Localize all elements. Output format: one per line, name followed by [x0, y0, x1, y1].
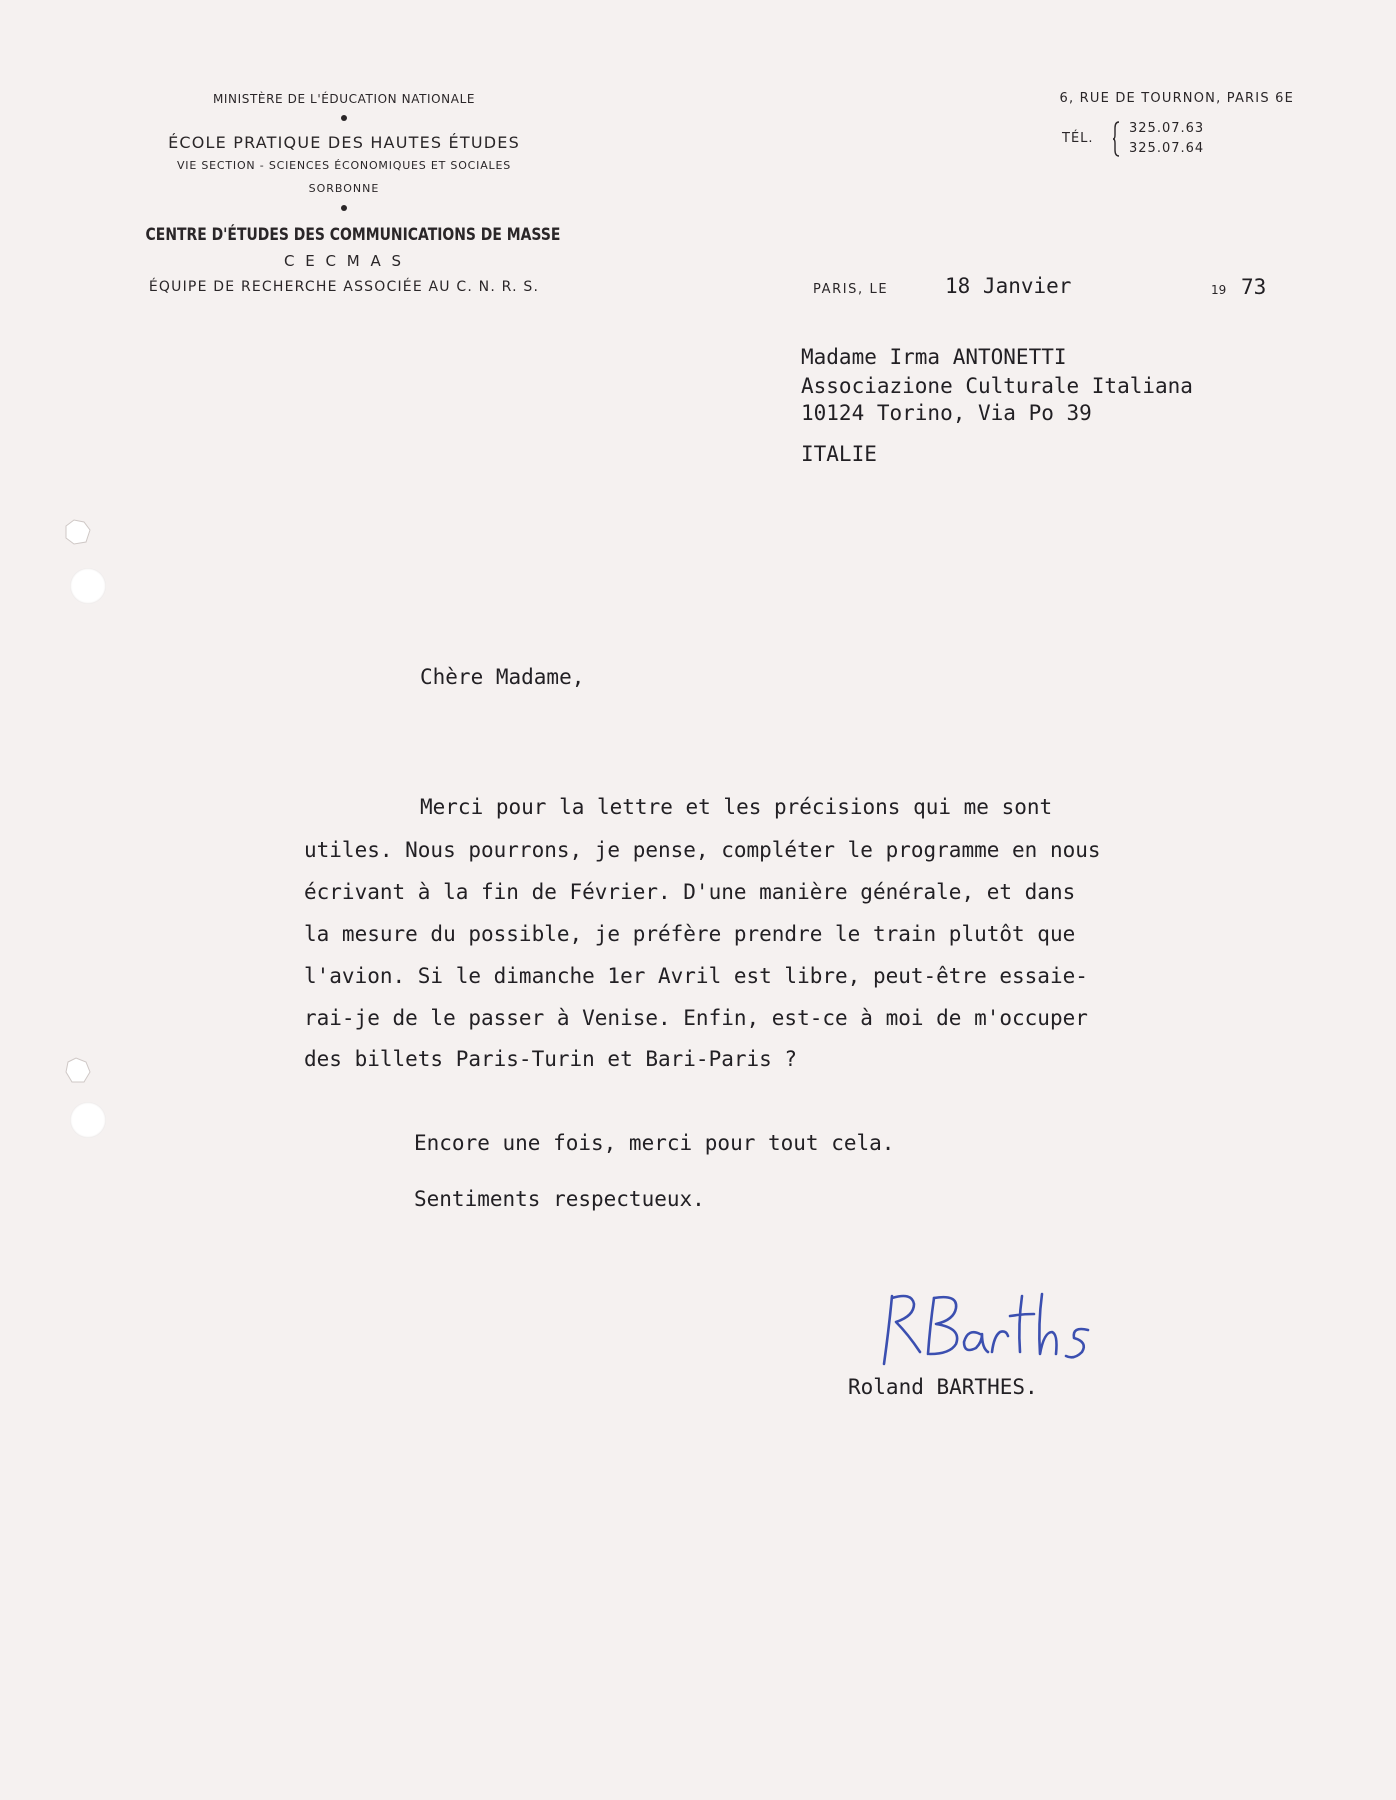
dateline-year-prefix: 19	[1211, 283, 1227, 297]
closing-line: Sentiments respectueux.	[414, 1187, 705, 1211]
thanks-line: Encore une fois, merci pour tout cela.	[414, 1131, 895, 1155]
letterhead-tel-2: 325.07.64	[1129, 141, 1205, 156]
letterhead-tel-label: TÉL.	[1062, 131, 1094, 146]
phone-brace-icon	[1112, 120, 1122, 158]
letterhead-bullet	[341, 205, 347, 211]
paragraph-line: des billets Paris-Turin et Bari-Paris ?	[304, 1047, 798, 1071]
paragraph-line: Merci pour la lettre et les précisions qui me sont	[420, 795, 1053, 819]
salutation: Chère Madame,	[420, 665, 585, 689]
recipient-organization: Associazione Culturale Italiana	[801, 374, 1193, 398]
punch-hole	[70, 568, 106, 604]
letterhead-address: 6, RUE DE TOURNON, PARIS 6E	[1059, 91, 1294, 106]
handwritten-signature	[876, 1290, 1108, 1370]
signatory-name: Roland BARTHES.	[848, 1375, 1038, 1399]
punch-hole	[70, 1102, 106, 1138]
dateline-date: 18 Janvier	[945, 274, 1072, 298]
letterhead-school: ÉCOLE PRATIQUE DES HAUTES ÉTUDES	[168, 133, 520, 152]
letterhead-acronym: C E C M A S	[284, 252, 404, 270]
dateline-place: PARIS, LE	[813, 282, 889, 297]
paragraph-line: écrivant à la fin de Février. D'une manière générale, et dans	[304, 880, 1076, 904]
torn-hole-icon	[60, 516, 96, 548]
recipient-country: ITALIE	[801, 442, 877, 466]
letterhead-ministry: MINISTÈRE DE L'ÉDUCATION NATIONALE	[212, 92, 476, 106]
letterhead-tel-1: 325.07.63	[1129, 121, 1205, 136]
letterhead-university: SORBONNE	[308, 182, 380, 195]
torn-hole-icon	[60, 1054, 96, 1086]
paragraph-line: l'avion. Si le dimanche 1er Avril est libre, peut-être essaie-	[304, 964, 1088, 988]
letterhead-section: VIE SECTION - SCIENCES ÉCONOMIQUES ET SOCIALES	[176, 159, 511, 172]
letterhead-centre: CENTRE D'ÉTUDES DES COMMUNICATIONS DE MASSE	[145, 225, 561, 245]
recipient-street: 10124 Torino, Via Po 39	[801, 401, 1092, 425]
letterhead-bullet	[341, 115, 347, 121]
dateline-year-suffix: 73	[1241, 275, 1267, 299]
recipient-name: Madame Irma ANTONETTI	[801, 345, 1067, 369]
paragraph-line: la mesure du possible, je préfère prendre le train plutôt que	[304, 922, 1076, 946]
letterhead-team: ÉQUIPE DE RECHERCHE ASSOCIÉE AU C. N. R. S.	[148, 279, 540, 295]
paragraph-line: utiles. Nous pourrons, je pense, compléter le programme en nous	[304, 838, 1101, 862]
paragraph-line: rai-je de le passer à Venise. Enfin, est-ce à moi de m'occuper	[304, 1006, 1088, 1030]
